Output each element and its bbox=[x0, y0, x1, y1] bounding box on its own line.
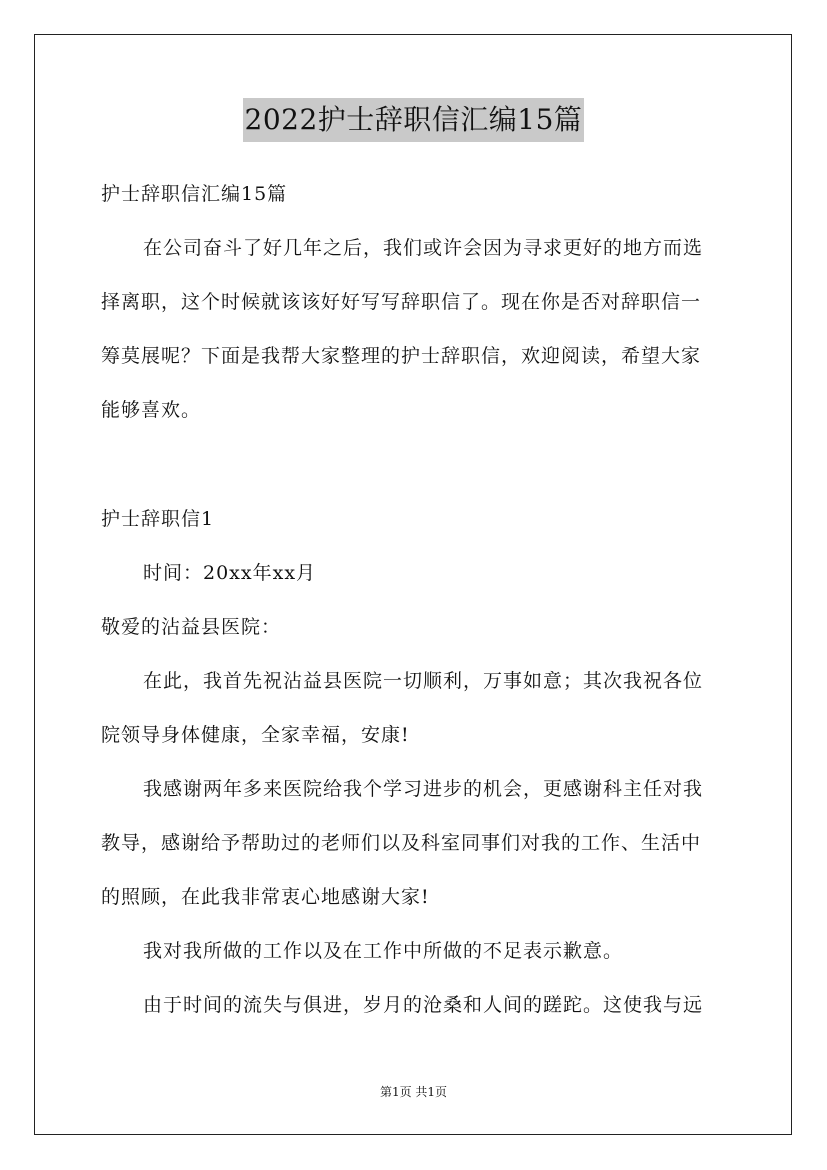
body-line: 教导，感谢给予帮助过的老师们以及科室同事们对我的工作、生活中 bbox=[101, 832, 702, 854]
body-line: 在此，我首先祝沾益县医院一切顺利，万事如意；其次我祝各位 bbox=[143, 670, 704, 692]
body-line: 由于时间的流失与俱进，岁月的沧桑和人间的蹉跎。这使我与远 bbox=[143, 994, 704, 1016]
intro-line: 在公司奋斗了好几年之后，我们或许会因为寻求更好的地方而选 bbox=[143, 237, 704, 259]
body-line: 的照顾，在此我非常衷心地感谢大家! bbox=[101, 886, 430, 908]
date-line: 时间：20xx年xx月 bbox=[143, 562, 317, 584]
section-heading: 护士辞职信1 bbox=[101, 508, 215, 530]
salutation: 敬爱的沾益县医院： bbox=[101, 616, 282, 638]
page-footer: 第1页 共1页 bbox=[379, 1085, 448, 1099]
intro-line: 筹莫展呢？下面是我帮大家整理的护士辞职信，欢迎阅读，希望大家 bbox=[101, 345, 702, 367]
intro-line: 择离职，这个时候就该该好好写写辞职信了。现在你是否对辞职信一 bbox=[101, 291, 702, 313]
body-line: 院领导身体健康，全家幸福，安康! bbox=[101, 724, 410, 746]
title-container bbox=[0, 98, 827, 142]
intro-line: 能够喜欢。 bbox=[101, 399, 202, 421]
body-line: 我感谢两年多来医院给我个学习进步的机会，更感谢科主任对我 bbox=[143, 778, 704, 800]
document-subtitle: 护士辞职信汇编15篇 bbox=[101, 183, 288, 205]
body-line: 我对我所做的工作以及在工作中所做的不足表示歉意。 bbox=[143, 940, 624, 962]
document-title: 2022护士辞职信汇编15篇 bbox=[243, 98, 585, 142]
